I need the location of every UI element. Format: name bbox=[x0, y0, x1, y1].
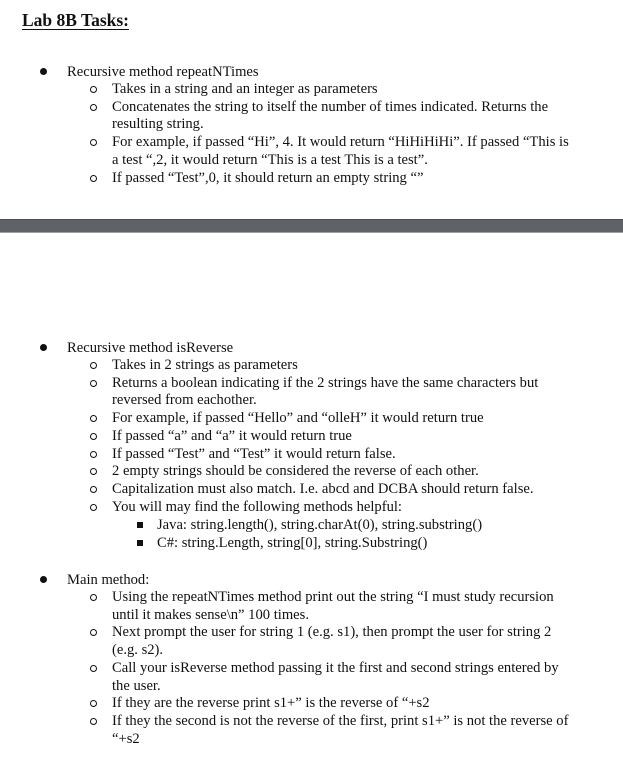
hollow-circle-bullet-icon bbox=[90, 629, 97, 636]
list-item-text: If passed “Test” and “Test” it would return false. bbox=[112, 445, 396, 462]
list-item bbox=[0, 516, 623, 534]
list-item-text: Next prompt the user for string 1 (e.g. s1), then prompt the user for string 2 (e.g. s2). bbox=[112, 624, 552, 659]
list-item bbox=[0, 357, 623, 375]
list-item-text: Call your isReverse method passing it the first and second strings entered by the user. bbox=[112, 659, 559, 694]
hollow-circle-bullet-icon bbox=[90, 380, 97, 387]
list-item bbox=[0, 81, 623, 99]
list-item bbox=[0, 410, 623, 428]
list-item bbox=[0, 375, 623, 410]
section-main-method bbox=[0, 571, 623, 748]
list-item bbox=[0, 624, 623, 659]
list-item bbox=[0, 63, 623, 81]
list-item-text: Using the repeatNTimes method print out the string “I must study recursion until it makes sense\n” 100 times. bbox=[112, 589, 554, 623]
filled-circle-bullet-icon bbox=[40, 344, 47, 351]
list-item-text: Returns a boolean indicating if the 2 strings have the same characters but reversed from eachother. bbox=[112, 374, 539, 409]
list-item-text: Java: string.length(), string.charAt(0), string.substring() bbox=[157, 517, 483, 534]
hollow-circle-bullet-icon bbox=[90, 486, 97, 493]
filled-square-bullet-icon bbox=[137, 522, 143, 528]
hollow-circle-bullet-icon bbox=[90, 139, 97, 146]
hollow-circle-bullet-icon bbox=[90, 451, 97, 458]
list-item bbox=[0, 481, 623, 499]
list-item bbox=[0, 713, 623, 748]
list-item bbox=[0, 170, 623, 188]
page-break-divider bbox=[0, 219, 623, 233]
list-item-text: Takes in a string and an integer as parameters bbox=[112, 81, 378, 97]
list-item-text: Takes in 2 strings as parameters bbox=[112, 357, 298, 373]
list-item bbox=[0, 339, 623, 357]
list-item bbox=[0, 499, 623, 517]
section-repeat-n-times bbox=[0, 63, 623, 187]
list-item bbox=[0, 99, 623, 134]
list-item-text: C#: string.Length, string[0], string.Substring() bbox=[157, 535, 428, 552]
section-heading: Recursive method isReverse bbox=[67, 340, 234, 356]
hollow-circle-bullet-icon bbox=[90, 700, 97, 707]
hollow-circle-bullet-icon bbox=[90, 362, 97, 369]
list-item bbox=[0, 134, 623, 169]
list-item-text: You will may find the following methods helpful: bbox=[112, 498, 402, 515]
list-item bbox=[0, 534, 623, 552]
hollow-circle-bullet-icon bbox=[90, 104, 97, 111]
list-item bbox=[0, 463, 623, 481]
filled-circle-bullet-icon bbox=[40, 576, 47, 583]
filled-square-bullet-icon bbox=[137, 540, 143, 546]
list-item-text: If they are the reverse print s1+” is the reverse of “+s2 bbox=[112, 695, 430, 712]
hollow-circle-bullet-icon bbox=[90, 594, 97, 601]
page-title: Lab 8B Tasks: bbox=[22, 10, 130, 30]
hollow-circle-bullet-icon bbox=[90, 468, 97, 475]
hollow-circle-bullet-icon bbox=[90, 415, 97, 422]
list-item-text: Concatenates the string to itself the number of times indicated. Returns the resulting string. bbox=[112, 98, 549, 133]
list-item-text: Capitalization must also match. I.e. abcd and DCBA should return false. bbox=[112, 480, 534, 497]
list-item-text: For example, if passed “Hi”, 4. It would return “HiHiHiHi”. If passed “This is a test “,2, it would return “This is a test This is a test”. bbox=[112, 134, 569, 168]
list-item-text: If passed “Test”,0, it should return an empty string “” bbox=[112, 169, 424, 186]
hollow-circle-bullet-icon bbox=[90, 504, 97, 511]
hollow-circle-bullet-icon bbox=[90, 433, 97, 440]
section-is-reverse bbox=[0, 339, 623, 552]
list-item-text: 2 empty strings should be considered the reverse of each other. bbox=[112, 463, 479, 480]
filled-circle-bullet-icon bbox=[40, 68, 47, 75]
list-item bbox=[0, 589, 623, 624]
hollow-circle-bullet-icon bbox=[90, 175, 97, 182]
list-item bbox=[0, 660, 623, 695]
section-heading: Recursive method repeatNTimes bbox=[67, 64, 259, 80]
section-heading: Main method: bbox=[67, 572, 150, 588]
list-item bbox=[0, 446, 623, 464]
hollow-circle-bullet-icon bbox=[90, 665, 97, 672]
list-item bbox=[0, 571, 623, 589]
list-item bbox=[0, 428, 623, 446]
list-item-text: If they the second is not the reverse of the first, print s1+” is not the reverse of “+s2 bbox=[112, 712, 569, 747]
list-item-text: If passed “a” and “a” it would return true bbox=[112, 427, 352, 444]
list-item-text: For example, if passed “Hello” and “olleH” it would return true bbox=[112, 410, 484, 427]
hollow-circle-bullet-icon bbox=[90, 718, 97, 725]
hollow-circle-bullet-icon bbox=[90, 86, 97, 93]
list-item bbox=[0, 695, 623, 713]
